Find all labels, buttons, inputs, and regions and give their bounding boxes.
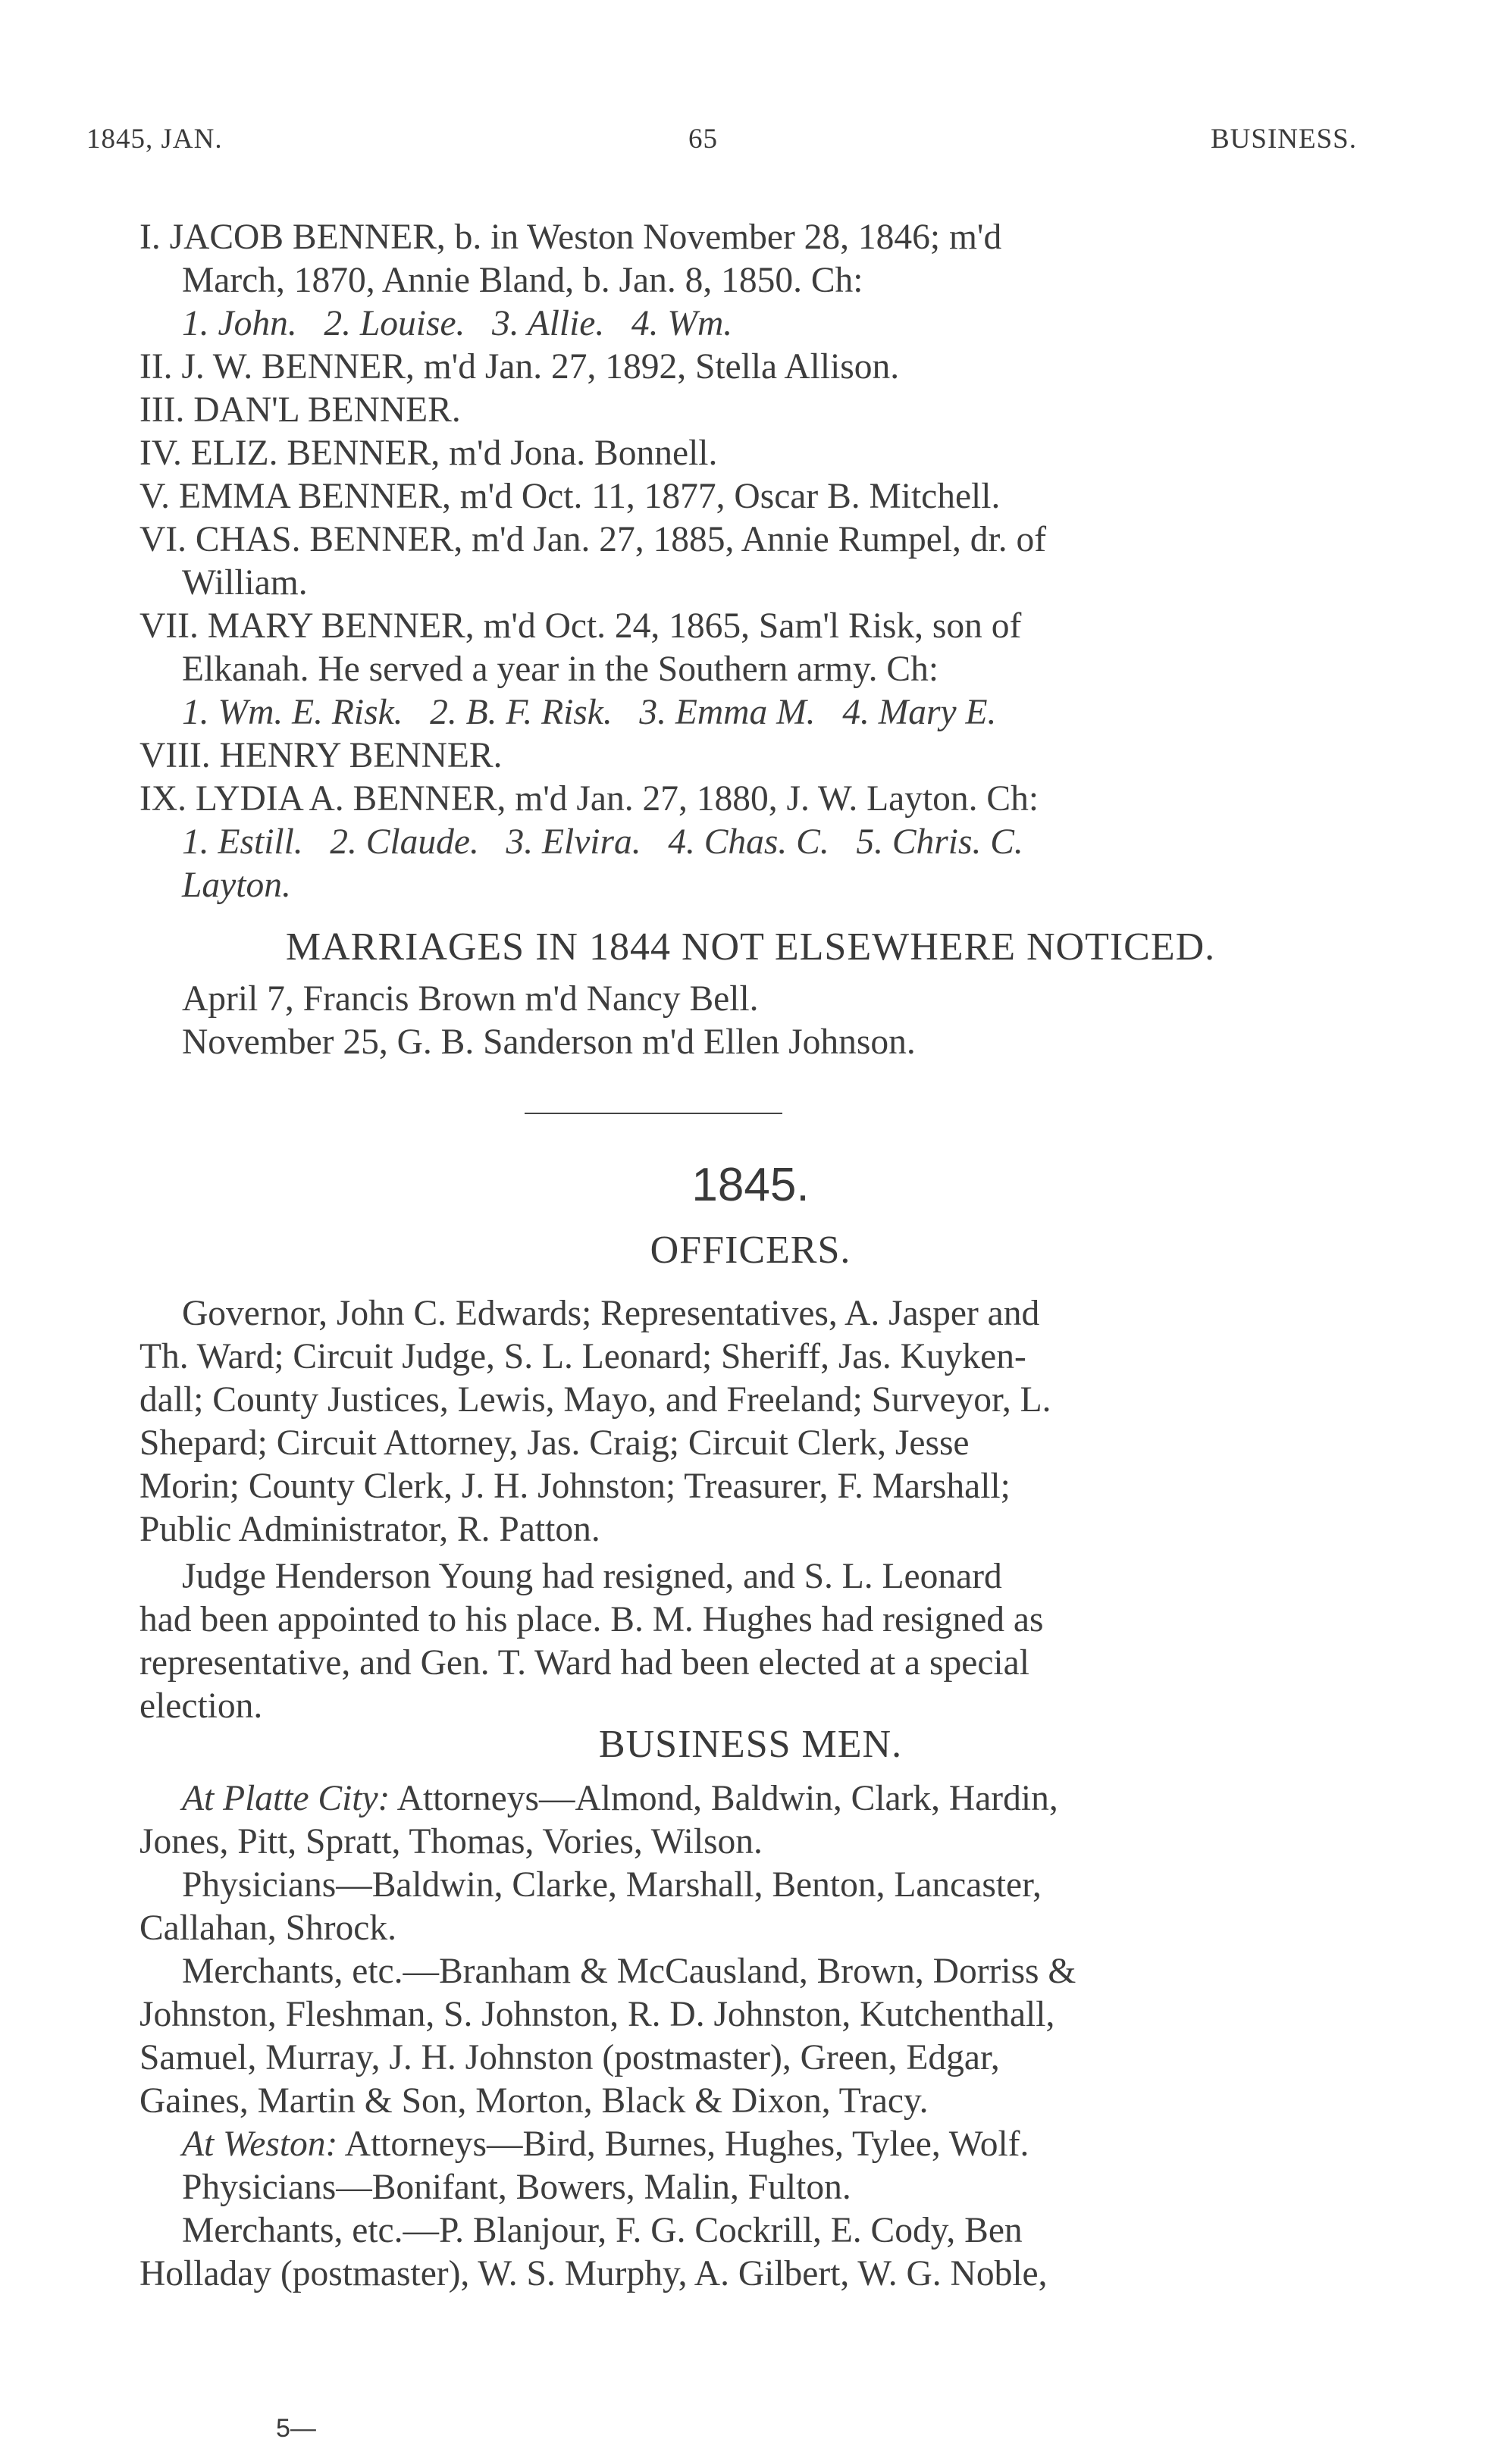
paragraph-line: representative, and Gen. T. Ward had been elected at a special bbox=[139, 1643, 1029, 1683]
running-head-section: BUSINESS. bbox=[1210, 124, 1357, 155]
entry-text: ELIZ. BENNER, m'd Jona. Bonnell. bbox=[190, 434, 718, 473]
place-label: At Platte City: bbox=[182, 1779, 390, 1818]
genealogy-entry-1 bbox=[139, 216, 1001, 259]
entry-text-continued: March, 1870, Annie Bland, b. Jan. 8, 1850. Ch: bbox=[182, 261, 863, 300]
paragraph-line: Holladay (postmaster), W. S. Murphy, A. Gilbert, W. G. Noble, bbox=[139, 2254, 1048, 2293]
paragraph-line: Merchants, etc.—P. Blanjour, F. G. Cockrill, E. Cody, Ben bbox=[182, 2211, 1023, 2250]
child-name: 3. Elvira. bbox=[506, 822, 641, 862]
page-number: 65 bbox=[688, 124, 718, 155]
child-name: 1. Wm. E. Risk. bbox=[182, 693, 403, 732]
entry-text: CHAS. BENNER, m'd Jan. 27, 1885, Annie Rumpel, dr. of bbox=[195, 520, 1047, 559]
entry-text: DAN'L BENNER. bbox=[193, 390, 461, 430]
child-name: 4. Mary E. bbox=[842, 693, 997, 732]
paragraph-text: Attorneys—Almond, Baldwin, Clark, Hardin, bbox=[390, 1779, 1058, 1818]
paragraph-line: Physicians—Baldwin, Clarke, Marshall, Benton, Lancaster, bbox=[182, 1865, 1042, 1905]
paragraph-line: Governor, John C. Edwards; Representatives, A. Jasper and bbox=[182, 1294, 1040, 1333]
paragraph-text: Attorneys—Bird, Burnes, Hughes, Tylee, Wolf. bbox=[337, 2124, 1029, 2164]
marriage-record: November 25, G. B. Sanderson m'd Ellen Johnson. bbox=[182, 1022, 916, 1062]
entry-text: LYDIA A. BENNER, m'd Jan. 27, 1880, J. W. Layton. Ch: bbox=[195, 779, 1039, 819]
children-list bbox=[182, 821, 1023, 864]
running-head-date: 1845, JAN. bbox=[86, 124, 223, 155]
paragraph-line: Morin; County Clerk, J. H. Johnston; Treasurer, F. Marshall; bbox=[139, 1467, 1011, 1506]
entry-text: JACOB BENNER, b. in Weston November 28, 1846; m'd bbox=[169, 218, 1002, 257]
child-name: 2. Louise. bbox=[324, 304, 465, 343]
paragraph-line: Gaines, Martin & Son, Morton, Black & Dixon, Tracy. bbox=[139, 2081, 929, 2121]
paragraph-line: election. bbox=[139, 1686, 263, 1726]
genealogy-entry-7 bbox=[139, 605, 1021, 648]
business-heading: BUSINESS MEN. bbox=[598, 1723, 903, 1766]
paragraph-line: Merchants, etc.—Branham & McCausland, Brown, Dorriss & bbox=[182, 1952, 1076, 1991]
genealogy-entry-3 bbox=[139, 389, 461, 432]
entry-numeral: I. bbox=[139, 218, 161, 257]
paragraph-line: Callahan, Shrock. bbox=[139, 1908, 397, 1948]
place-label: At Weston: bbox=[182, 2124, 338, 2164]
paragraph-line: Samuel, Murray, J. H. Johnston (postmaster), Green, Edgar, bbox=[139, 2038, 1000, 2077]
paragraph-line: Public Administrator, R. Patton. bbox=[139, 1510, 600, 1549]
officers-heading: OFFICERS. bbox=[650, 1229, 851, 1272]
paragraph-line: Judge Henderson Young had resigned, and S. L. Leonard bbox=[182, 1557, 1002, 1596]
entry-numeral: III. bbox=[139, 390, 185, 430]
child-name: 5. Chris. C. bbox=[856, 822, 1023, 862]
children-list-continued: Layton. bbox=[182, 866, 291, 905]
entry-text-continued: Elkanah. He served a year in the Southern army. Ch: bbox=[182, 650, 939, 689]
signature-mark: 5— bbox=[276, 2414, 316, 2443]
child-name: 2. B. F. Risk. bbox=[430, 693, 613, 732]
genealogy-entry-5 bbox=[139, 475, 1000, 518]
entry-text-continued: William. bbox=[182, 563, 308, 603]
genealogy-entry-2 bbox=[139, 346, 899, 389]
entry-numeral: V. bbox=[139, 477, 171, 516]
paragraph-line: Johnston, Fleshman, S. Johnston, R. D. Johnston, Kutchenthall, bbox=[139, 1995, 1055, 2034]
child-name: 1. Estill. bbox=[182, 822, 303, 862]
children-list bbox=[182, 691, 996, 734]
year-heading: 1845. bbox=[691, 1159, 810, 1211]
genealogy-entry-4 bbox=[139, 432, 717, 475]
entry-numeral: II. bbox=[139, 347, 173, 387]
paragraph-line: Physicians—Bonifant, Bowers, Malin, Fulton. bbox=[182, 2168, 851, 2207]
child-name: 2. Claude. bbox=[330, 822, 479, 862]
genealogy-entry-8 bbox=[139, 734, 503, 778]
section-divider bbox=[525, 1113, 782, 1114]
paragraph-line bbox=[182, 1777, 1058, 1821]
child-name: 4. Wm. bbox=[631, 304, 733, 343]
child-name: 4. Chas. C. bbox=[668, 822, 829, 862]
marriage-record: April 7, Francis Brown m'd Nancy Bell. bbox=[182, 979, 759, 1019]
child-name: 1. John. bbox=[182, 304, 297, 343]
paragraph-line: Jones, Pitt, Spratt, Thomas, Vories, Wilson. bbox=[139, 1822, 763, 1861]
entry-numeral: IX. bbox=[139, 779, 186, 819]
entry-text: HENRY BENNER. bbox=[219, 736, 503, 775]
genealogy-entry-6 bbox=[139, 518, 1046, 562]
marriages-heading: MARRIAGES IN 1844 NOT ELSEWHERE NOTICED. bbox=[285, 925, 1216, 969]
running-head bbox=[86, 123, 1357, 161]
entry-text: MARY BENNER, m'd Oct. 24, 1865, Sam'l Risk, son of bbox=[207, 606, 1022, 646]
child-name: 3. Emma M. bbox=[639, 693, 816, 732]
paragraph-line bbox=[182, 2123, 1029, 2166]
entry-numeral: IV. bbox=[139, 434, 182, 473]
paragraph-line: Th. Ward; Circuit Judge, S. L. Leonard; Sheriff, Jas. Kuyken- bbox=[139, 1337, 1026, 1376]
entry-numeral: VI. bbox=[139, 520, 186, 559]
children-list bbox=[182, 302, 732, 346]
paragraph-line: dall; County Justices, Lewis, Mayo, and Freeland; Surveyor, L. bbox=[139, 1380, 1051, 1420]
entry-numeral: VIII. bbox=[139, 736, 211, 775]
child-name: 3. Allie. bbox=[492, 304, 605, 343]
entry-text: J. W. BENNER, m'd Jan. 27, 1892, Stella Allison. bbox=[181, 347, 900, 387]
entry-text: EMMA BENNER, m'd Oct. 11, 1877, Oscar B. Mitchell. bbox=[178, 477, 1001, 516]
paragraph-line: Shepard; Circuit Attorney, Jas. Craig; Circuit Clerk, Jesse bbox=[139, 1423, 970, 1463]
entry-numeral: VII. bbox=[139, 606, 199, 646]
paragraph-line: had been appointed to his place. B. M. Hughes had resigned as bbox=[139, 1600, 1044, 1639]
genealogy-entry-9 bbox=[139, 778, 1039, 821]
